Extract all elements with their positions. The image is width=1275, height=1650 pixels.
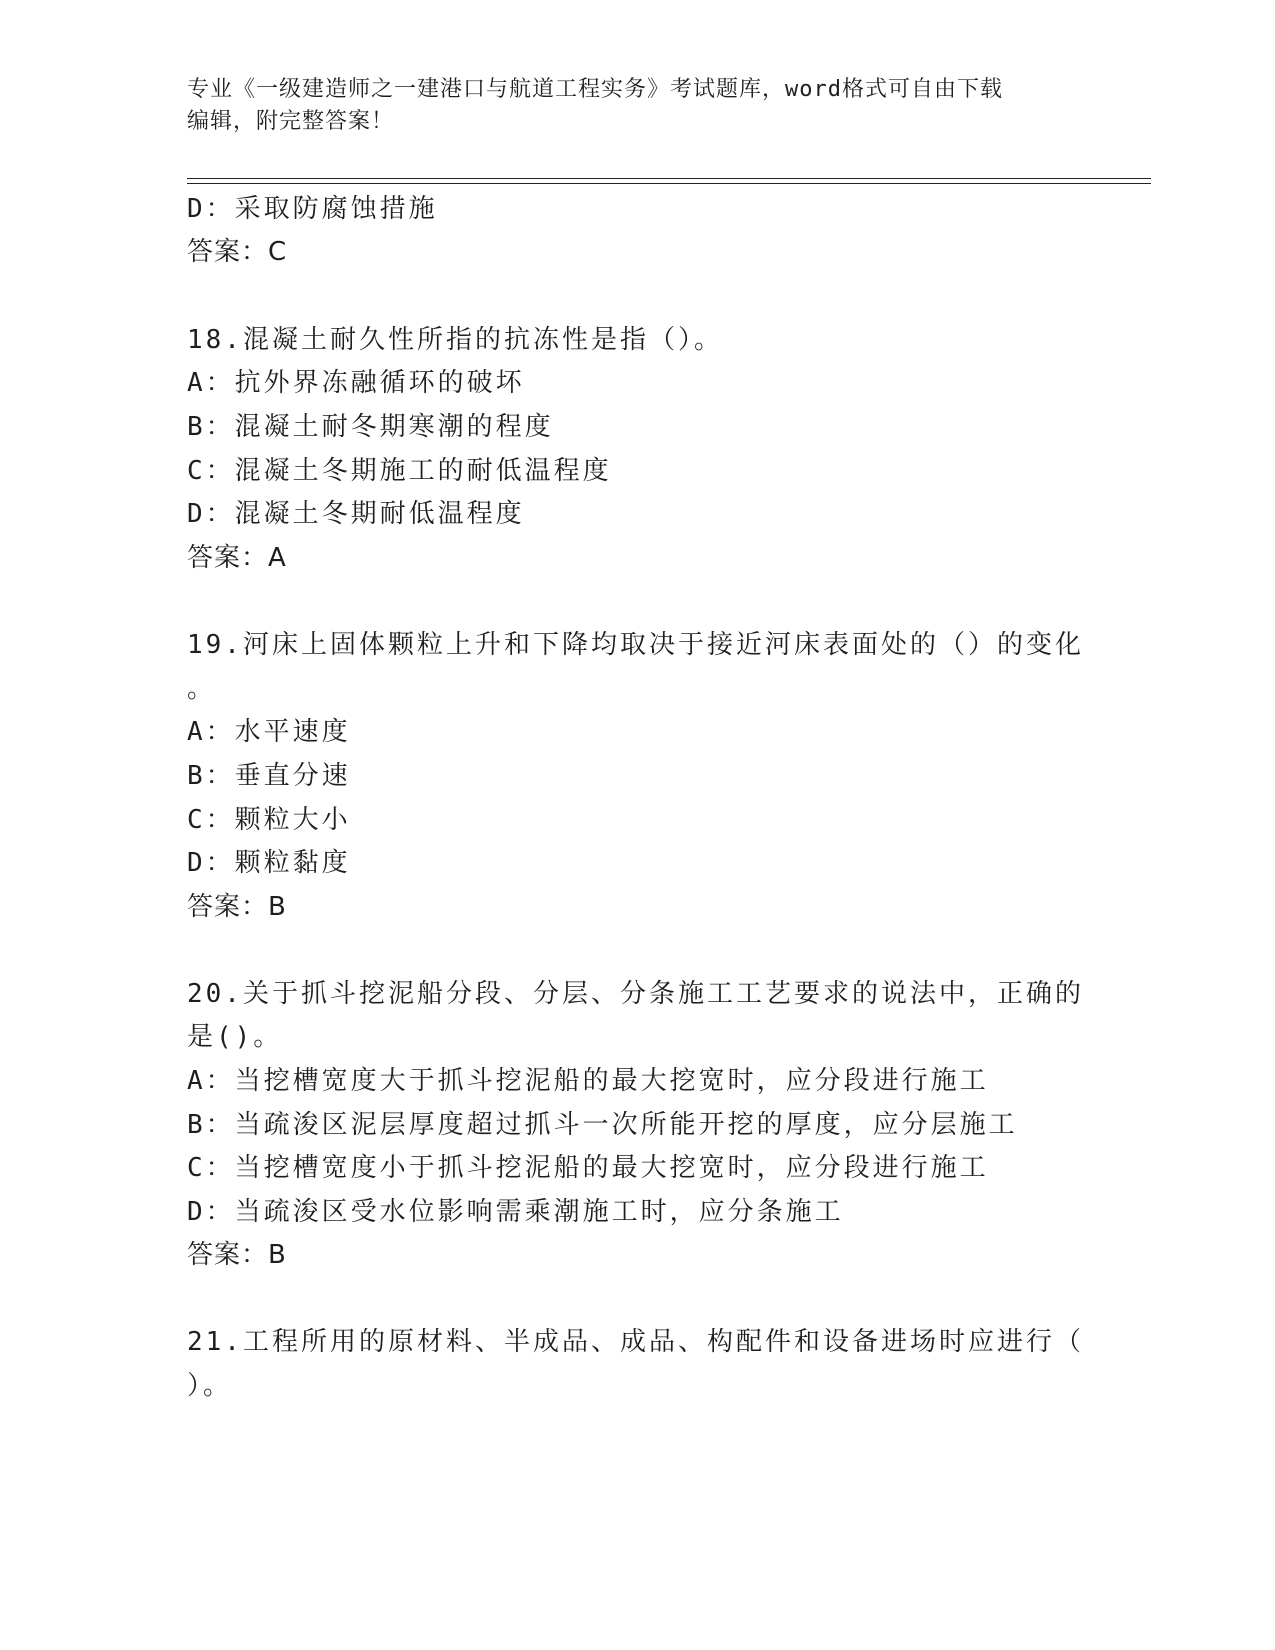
question-stem-continued: ）。 — [187, 1371, 233, 1401]
header-line-1: 专业《一级建造师之一建港口与航道工程实务》考试题库，word格式可自由下载 — [187, 77, 1003, 102]
option-b: B：混凝土耐冬期寒潮的程度 — [187, 412, 554, 442]
answer-line: 答案：B — [187, 1240, 287, 1270]
answer-line: 答案：C — [187, 237, 288, 267]
option-a: A：水平速度 — [187, 717, 351, 747]
question-stem: 18.混凝土耐久性所指的抗冻性是指（）。 — [187, 325, 723, 355]
header-divider-bottom — [187, 183, 1151, 184]
option-d: D：颗粒黏度 — [187, 848, 351, 878]
document-header — [187, 74, 1087, 138]
option-c: C：混凝土冬期施工的耐低温程度 — [187, 456, 612, 486]
question-stem: 20.关于抓斗挖泥船分段、分层、分条施工工艺要求的说法中，正确的 — [187, 979, 1084, 1009]
option-a: A：当挖槽宽度大于抓斗挖泥船的最大挖宽时，应分段进行施工 — [187, 1066, 989, 1096]
option-b: B：当疏浚区泥层厚度超过抓斗一次所能开挖的厚度，应分层施工 — [187, 1110, 1018, 1140]
question-stem: 19.河床上固体颗粒上升和下降均取决于接近河床表面处的（）的变化 — [187, 630, 1084, 660]
question-stem-continued: 是()。 — [187, 1022, 283, 1052]
option-a: A：抗外界冻融循环的破坏 — [187, 368, 525, 398]
question-stem-continued: 。 — [187, 674, 217, 704]
header-line-2: 编辑，附完整答案！ — [187, 109, 395, 134]
answer-line: 答案：B — [187, 892, 287, 922]
question-stem: 21.工程所用的原材料、半成品、成品、构配件和设备进场时应进行（ — [187, 1327, 1084, 1357]
header-divider-top — [187, 178, 1151, 179]
answer-line: 答案：A — [187, 543, 287, 573]
option-d: D：混凝土冬期耐低温程度 — [187, 499, 525, 529]
option-c: C：当挖槽宽度小于抓斗挖泥船的最大挖宽时，应分段进行施工 — [187, 1153, 989, 1183]
option-c: C：颗粒大小 — [187, 805, 351, 835]
option-d: D：当疏浚区受水位影响需乘潮施工时，应分条施工 — [187, 1197, 844, 1227]
option-d: D：采取防腐蚀措施 — [187, 194, 438, 224]
option-b: B：垂直分速 — [187, 761, 351, 791]
